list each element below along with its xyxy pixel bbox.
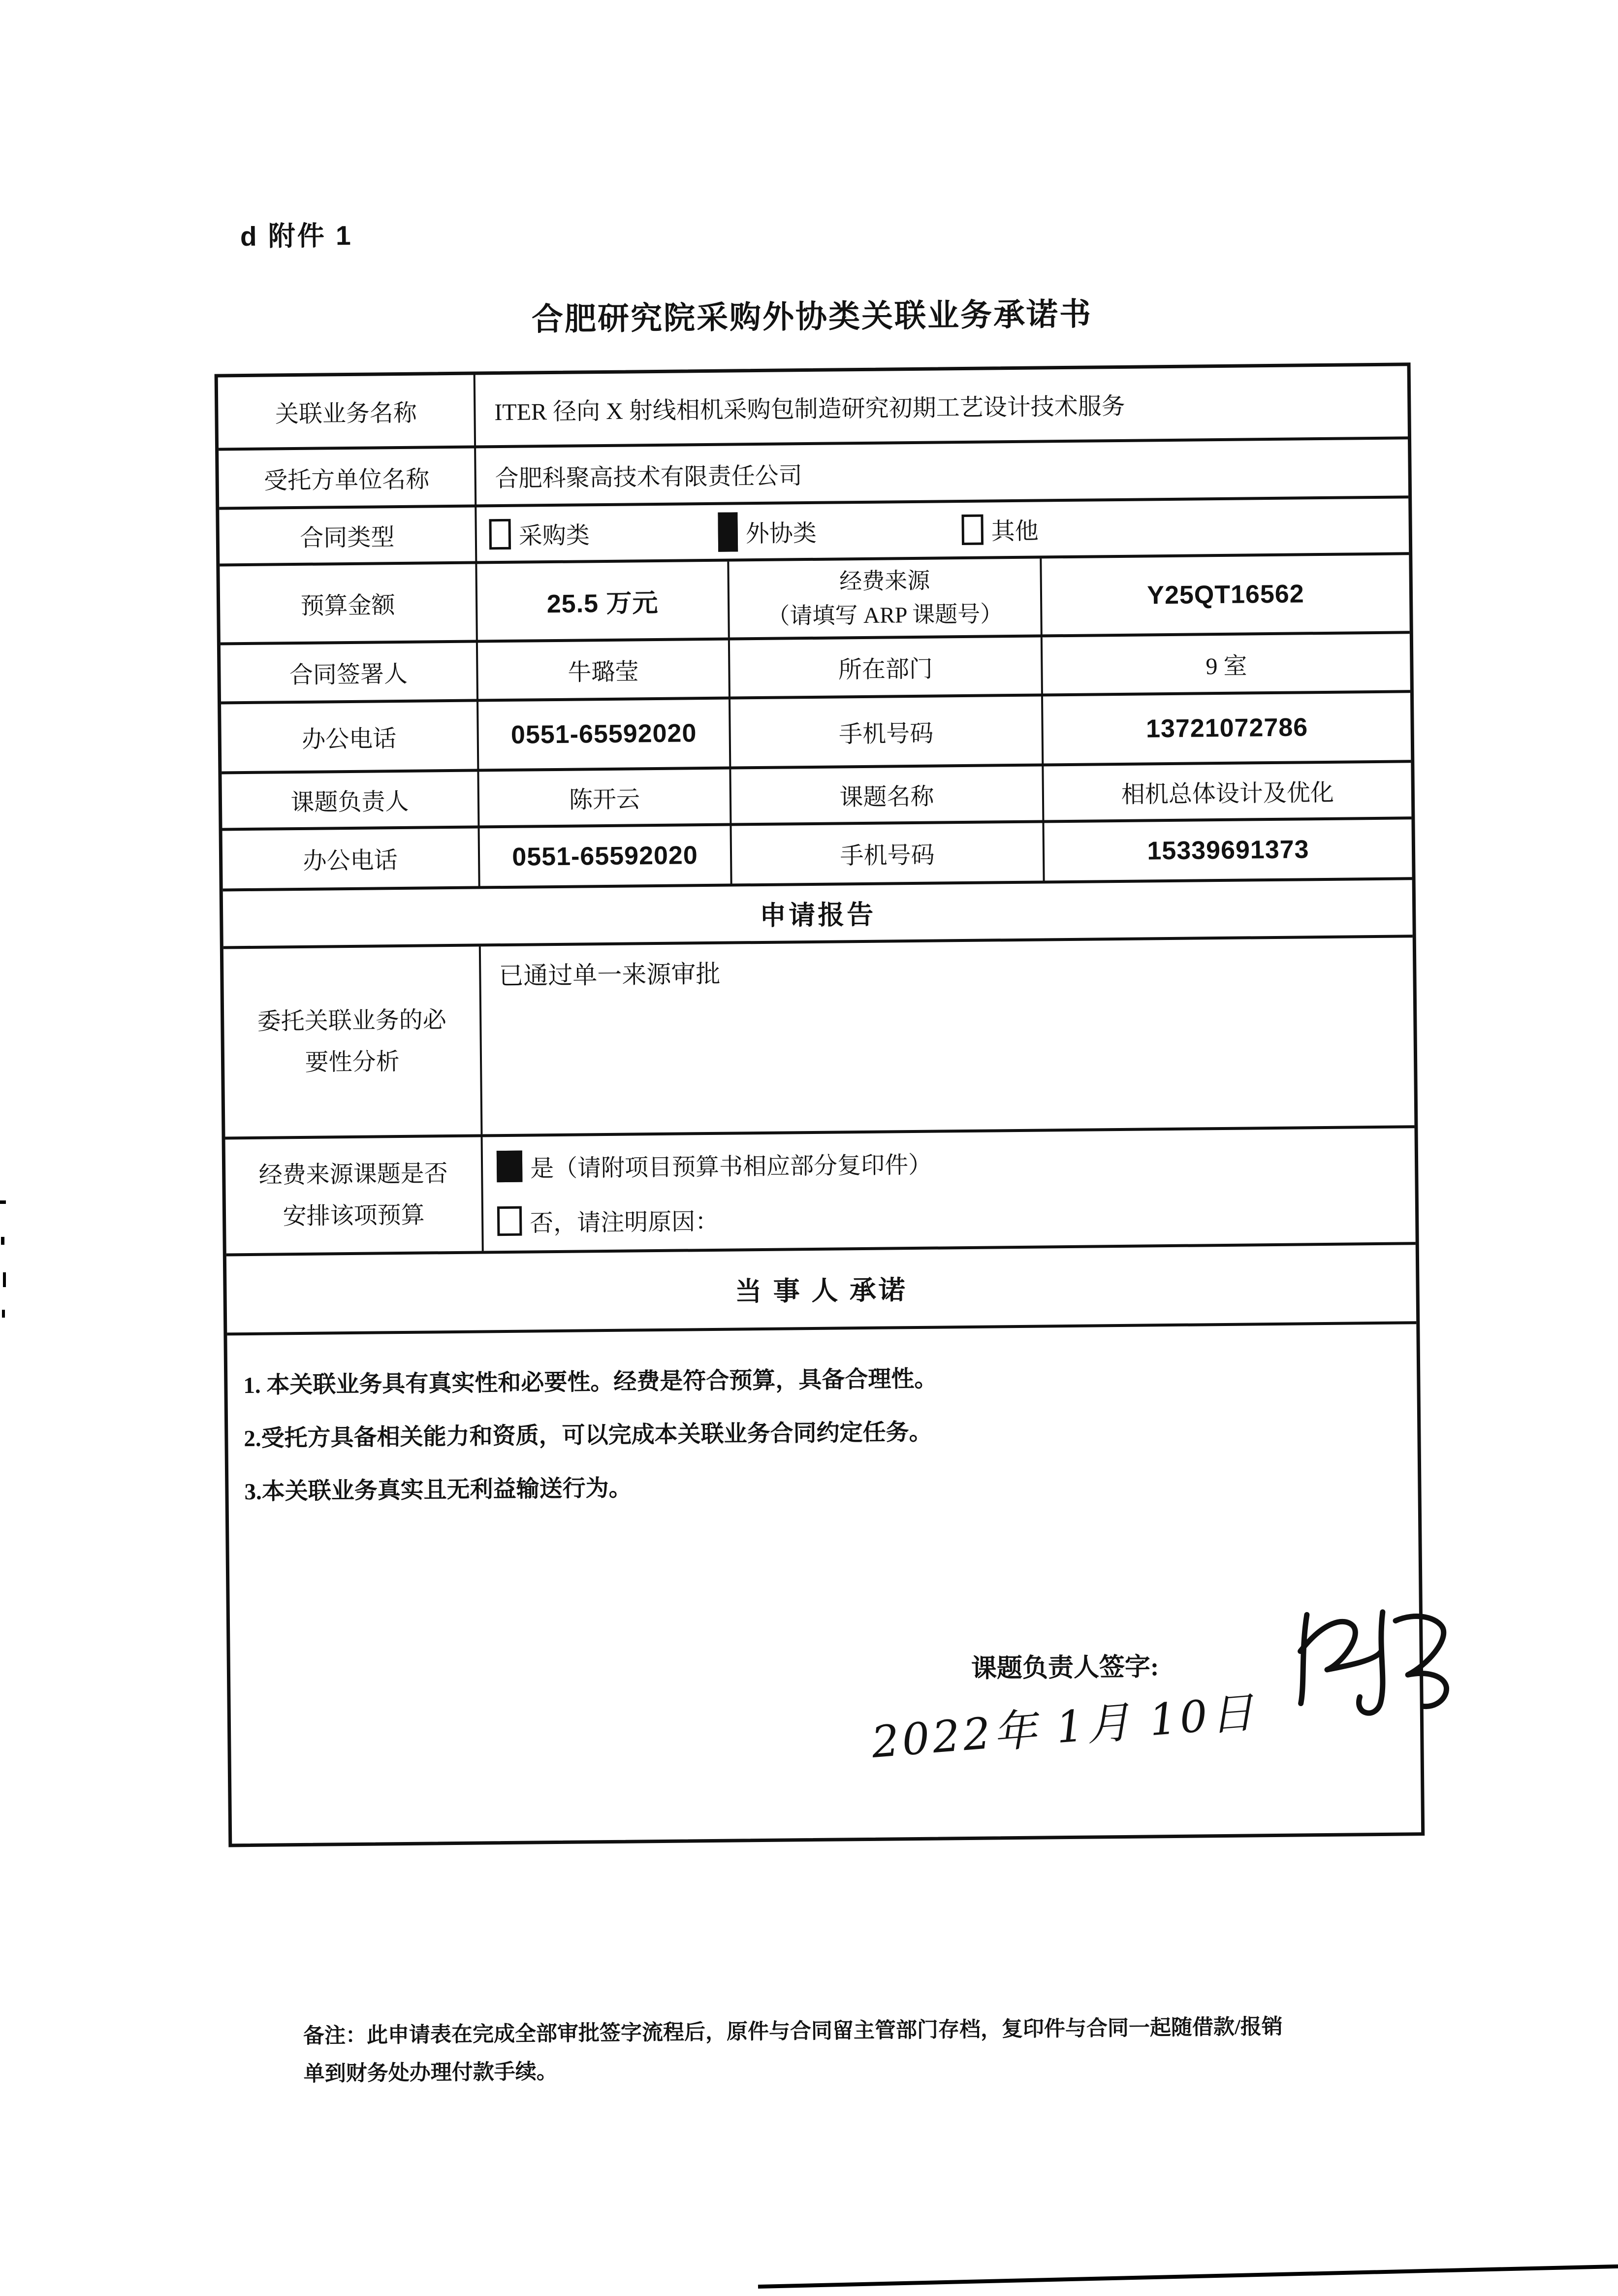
field-value-budget: 25.5 万元 <box>475 562 728 640</box>
row-promise-header <box>226 1242 1416 1332</box>
row-office-phone-2 <box>222 816 1412 888</box>
contract-type-options <box>475 498 1409 561</box>
scan-artifact <box>2 1310 5 1318</box>
field-label-contract-type: 合同类型 <box>300 524 395 551</box>
field-value-office-phone-1: 0551-65592020 <box>476 700 729 769</box>
field-value-business-name: ITER 径向 X 射线相机采购包制造研究初期工艺设计技术服务 <box>474 366 1408 445</box>
field-label-pi: 课题负责人 <box>290 788 409 816</box>
pi-signature-scribble <box>1278 1589 1471 1734</box>
field-label-signer: 合同签署人 <box>289 661 408 688</box>
field-label-trustee-name: 受托方单位名称 <box>263 466 430 494</box>
field-label-mobile-2: 手机号码 <box>730 823 1043 883</box>
footer-note <box>303 2007 1401 2093</box>
field-value-signer: 牛璐莹 <box>476 641 729 699</box>
funding-source-line1: 经费来源 <box>839 568 930 594</box>
promise-list <box>243 1353 939 1519</box>
scan-artifact <box>3 1272 6 1287</box>
row-budget-arranged <box>225 1125 1416 1253</box>
footer-note-line2: 单到财务处办理付款手续。 <box>303 2060 558 2086</box>
row-signer <box>221 631 1410 701</box>
field-value-project-name: 相机总体设计及优化 <box>1042 763 1411 820</box>
promise-item-2: 2.受托方具备相关能力和资质，可以完成本关联业务合同约定任务。 <box>244 1419 932 1452</box>
field-value-necessity: 已通过单一来源审批 <box>479 938 1415 1134</box>
row-office-phone-1 <box>221 690 1411 771</box>
option-no-label: 否，请注明原因： <box>529 1208 719 1237</box>
field-label-budget-arranged: 经费来源课题是否安排该项预算 <box>258 1160 448 1229</box>
row-report-header <box>223 877 1413 946</box>
field-value-pi: 陈开云 <box>477 770 730 826</box>
field-label-budget: 预算金额 <box>300 592 395 619</box>
option-purchase-label: 采购类 <box>518 522 590 550</box>
checkbox-checked-icon <box>497 1151 523 1182</box>
field-label-necessity: 委托关联业务的必要性分析 <box>257 1006 447 1076</box>
option-other <box>961 512 1039 547</box>
field-label-project-name: 课题名称 <box>729 766 1042 823</box>
field-value-trustee-name: 合肥科聚高技术有限责任公司 <box>474 439 1408 504</box>
checkbox-unchecked-icon <box>497 1206 522 1236</box>
row-pi <box>222 760 1411 828</box>
field-label-mobile-1: 手机号码 <box>729 696 1042 766</box>
field-label-funding-source <box>727 559 1040 638</box>
signature-label: 课题负责人签字: <box>971 1653 1159 1683</box>
field-value-arp-code: Y25QT16562 <box>1040 555 1409 634</box>
page-title: 合肥研究院采购外协类关联业务承诺书 <box>531 296 1093 337</box>
scan-artifact <box>0 1200 6 1204</box>
footer-note-line1: 备注：此申请表在完成全部审批签字流程后，原件与合同留主管部门存档，复印件与合同一起随借款/报销 <box>303 2015 1283 2048</box>
row-contract-type <box>219 495 1409 563</box>
checkbox-unchecked-icon <box>489 518 511 549</box>
handwritten-date: 2022年 1月 10日 <box>869 1686 1259 1768</box>
field-label-department: 所在部门 <box>728 638 1041 697</box>
attachment-label: d 附件 1 <box>240 220 353 252</box>
option-outsourcing-label: 外协类 <box>745 520 817 548</box>
checkbox-unchecked-icon <box>961 514 983 545</box>
section-header-application-report: 申请报告 <box>759 900 876 931</box>
row-promise-body <box>227 1321 1421 1843</box>
row-budget <box>220 552 1409 642</box>
row-necessity <box>223 935 1415 1136</box>
option-other-label: 其他 <box>991 518 1039 545</box>
field-label-office-phone-2: 办公电话 <box>303 847 398 874</box>
field-value-department: 9 室 <box>1041 634 1410 693</box>
promise-body-cell <box>227 1324 1421 1843</box>
option-yes <box>497 1145 932 1183</box>
funding-source-line2: （请填写 ARP 课题号） <box>767 601 1003 629</box>
section-header-party-promise: 当 事 人 承诺 <box>735 1275 908 1307</box>
scan-artifact <box>1 1237 4 1245</box>
field-value-mobile-2: 15339691373 <box>1042 819 1412 880</box>
option-purchase <box>489 516 590 551</box>
option-outsourcing <box>718 511 817 551</box>
field-value-office-phone-2: 0551-65592020 <box>478 826 730 886</box>
row-business-name <box>218 366 1408 448</box>
field-label-office-phone-1: 办公电话 <box>302 725 397 753</box>
field-value-mobile-1: 13721072786 <box>1041 693 1411 763</box>
option-no <box>497 1202 719 1238</box>
option-yes-label: 是（请附项目预算书相应部分复印件） <box>530 1152 932 1182</box>
row-trustee-name <box>219 436 1408 507</box>
budget-arranged-options <box>481 1128 1416 1251</box>
commitment-form-table <box>215 362 1425 1847</box>
promise-item-3: 3.本关联业务真实且无利益输送行为。 <box>244 1475 632 1505</box>
field-label-business-name: 关联业务名称 <box>275 400 417 428</box>
promise-item-1: 1. 本关联业务具有真实性和必要性。经费是符合预算，具备合理性。 <box>243 1366 938 1399</box>
checkbox-checked-icon <box>718 512 738 551</box>
